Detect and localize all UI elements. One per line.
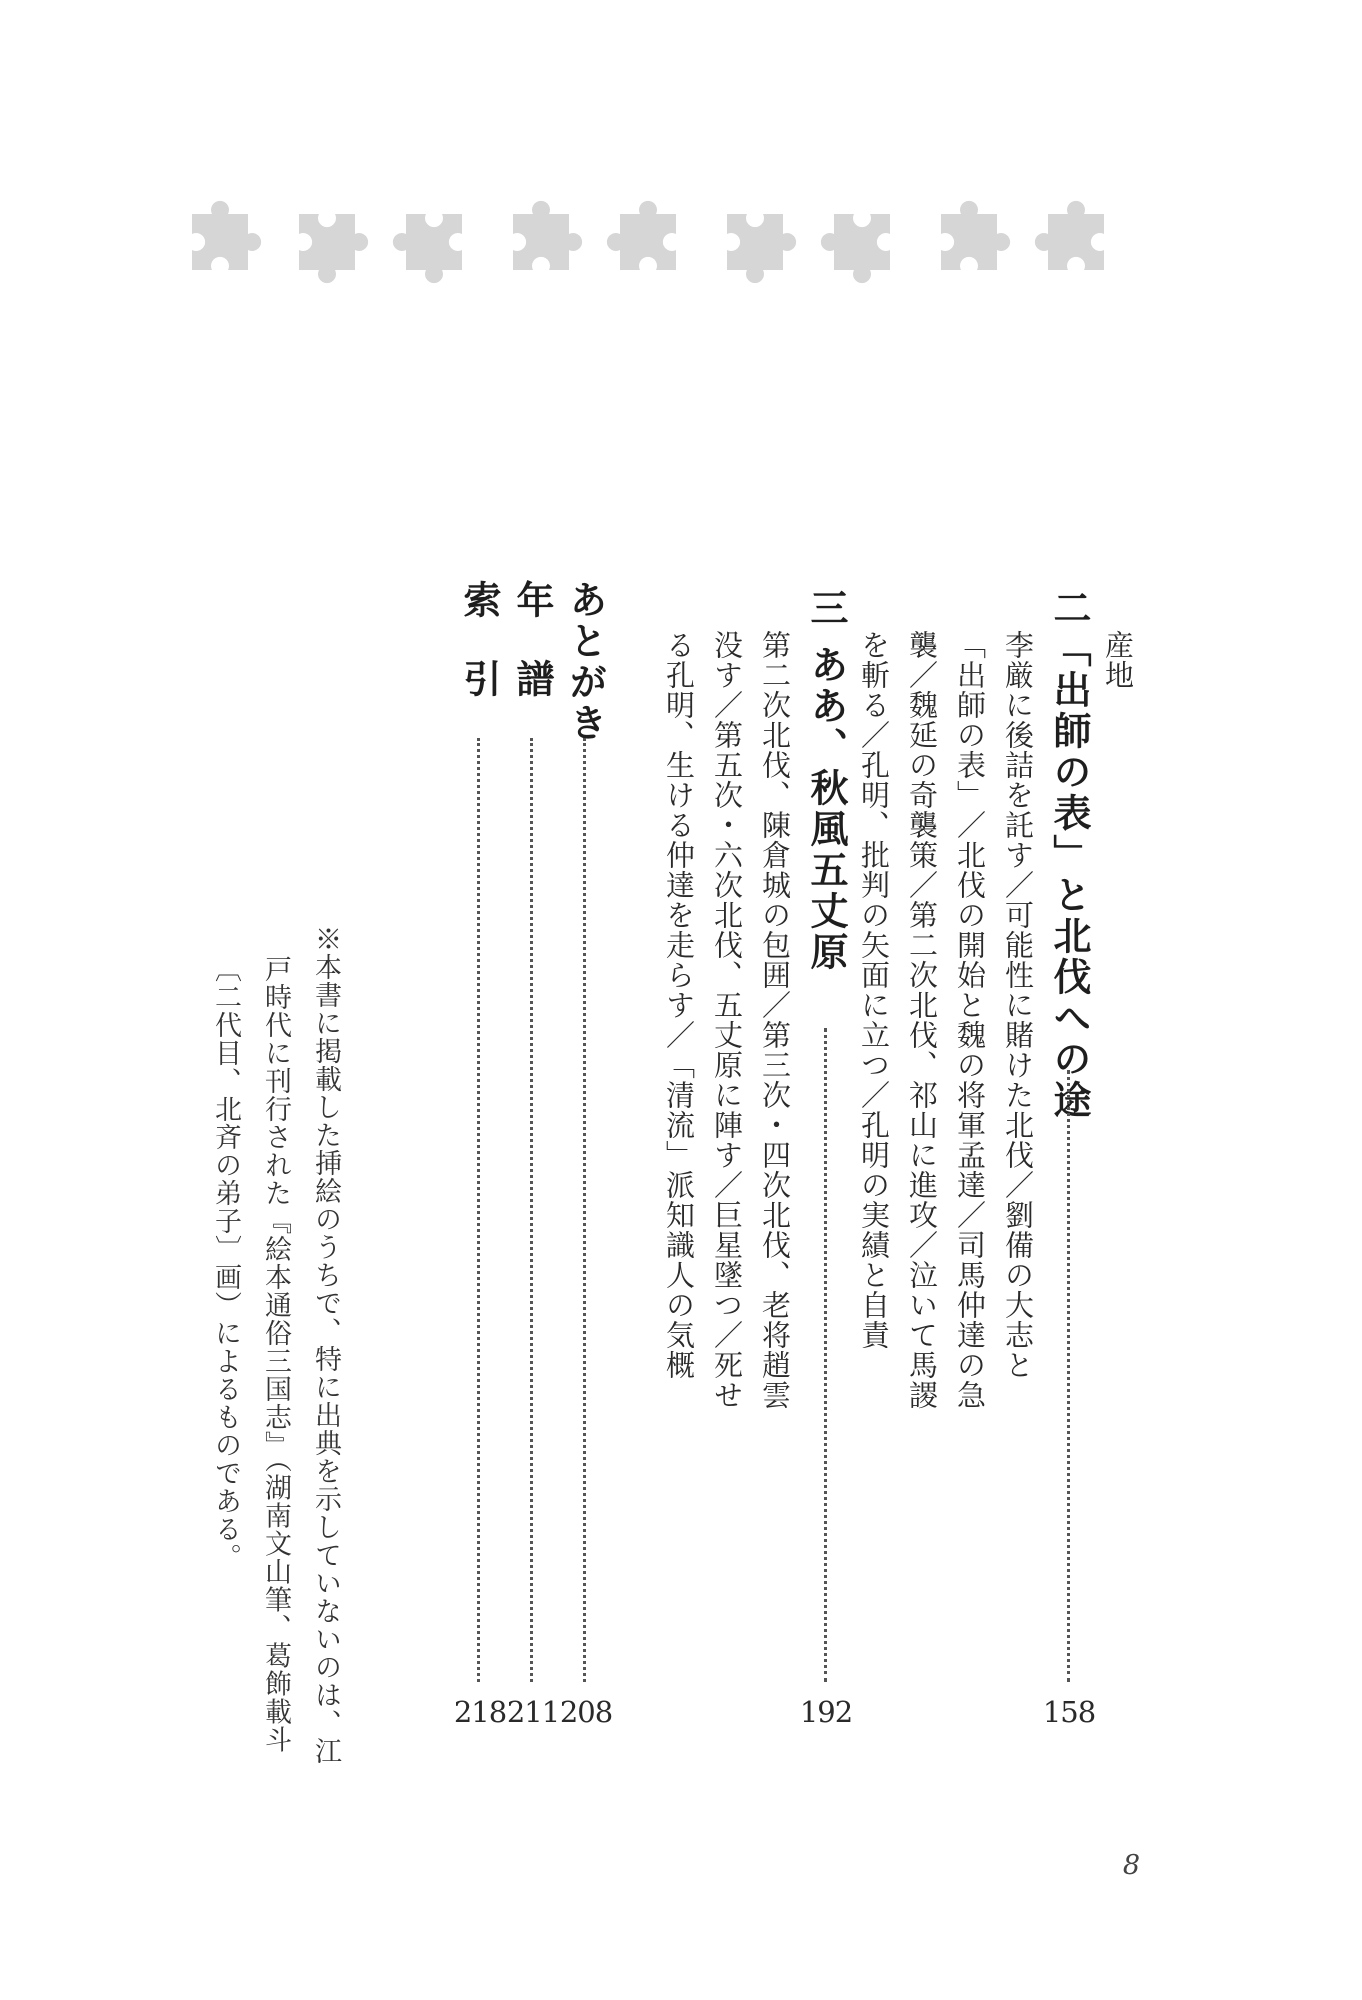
leader-dots <box>477 738 480 1682</box>
toc-chronology: 年 譜 <box>510 580 555 712</box>
section-heading-3: 三 ああ、秋風五丈原 <box>804 588 849 974</box>
puzzle-piece-icon <box>727 214 796 283</box>
section-3-line-3: る孔明、生ける仲達を走らす／「清流」派知識人の気概 <box>662 630 696 1380</box>
toc-afterword: あとがき <box>563 580 608 744</box>
note-line-1: ※本書に掲載した挿絵のうちで、特に出典を示していないのは、江 <box>310 925 341 1765</box>
section-2-line-2: 「出師の表」／北伐の開始と魏の将軍孟達／司馬仲達の急 <box>953 630 987 1410</box>
puzzle-decoration <box>178 182 1138 302</box>
page-number-192: 192 <box>799 1695 853 1729</box>
puzzle-piece-icon <box>393 214 462 283</box>
section-2-line-1: 李厳に後詰を託す／可能性に賭けた北伐／劉備の大志と <box>1001 630 1035 1380</box>
puzzle-piece-icon <box>941 201 1010 270</box>
note-line-3: 〔二代目、北斉の弟子〕画）によるものである。 <box>210 955 241 1571</box>
puzzle-row <box>178 182 1138 302</box>
puzzle-piece-icon <box>607 201 676 270</box>
toc-index: 索 引 <box>457 580 502 712</box>
page-number-208: 208 <box>559 1695 613 1729</box>
page-number-211: 211 <box>506 1695 560 1729</box>
leader-dots <box>824 1028 827 1682</box>
leader-dots <box>583 738 586 1682</box>
page-folio: 8 <box>1122 1850 1140 1881</box>
section-heading-2: 二「出師の表」と北伐への途 <box>1047 588 1092 1121</box>
puzzle-piece-icon <box>1035 201 1104 270</box>
puzzle-piece-icon <box>821 214 890 283</box>
section-2-line-4: を斬る／孔明、批判の矢面に立つ／孔明の実績と自責 <box>857 630 891 1350</box>
leader-dots <box>530 738 533 1682</box>
section-3-line-2: 没す／第五次・六次北伐、五丈原に陣す／巨星墜つ／死せ <box>710 630 744 1410</box>
puzzle-piece-icon <box>513 201 582 270</box>
toc-item-fragment: 産地 <box>1101 630 1135 690</box>
section-2-line-3: 襲／魏延の奇襲策／第二次北伐、祁山に進攻／泣いて馬謖 <box>905 630 939 1410</box>
page-number-158: 158 <box>1042 1695 1096 1729</box>
page-number-218: 218 <box>453 1695 507 1729</box>
puzzle-piece-icon <box>299 214 368 283</box>
puzzle-piece-icon <box>192 201 261 270</box>
note-line-2: 戸時代に刊行された『絵本通俗三国志』（湖南文山筆、葛飾載斗 <box>260 955 291 1754</box>
leader-dots <box>1067 1070 1070 1682</box>
section-3-line-1: 第二次北伐、陳倉城の包囲／第三次・四次北伐、老将趙雲 <box>758 630 792 1410</box>
